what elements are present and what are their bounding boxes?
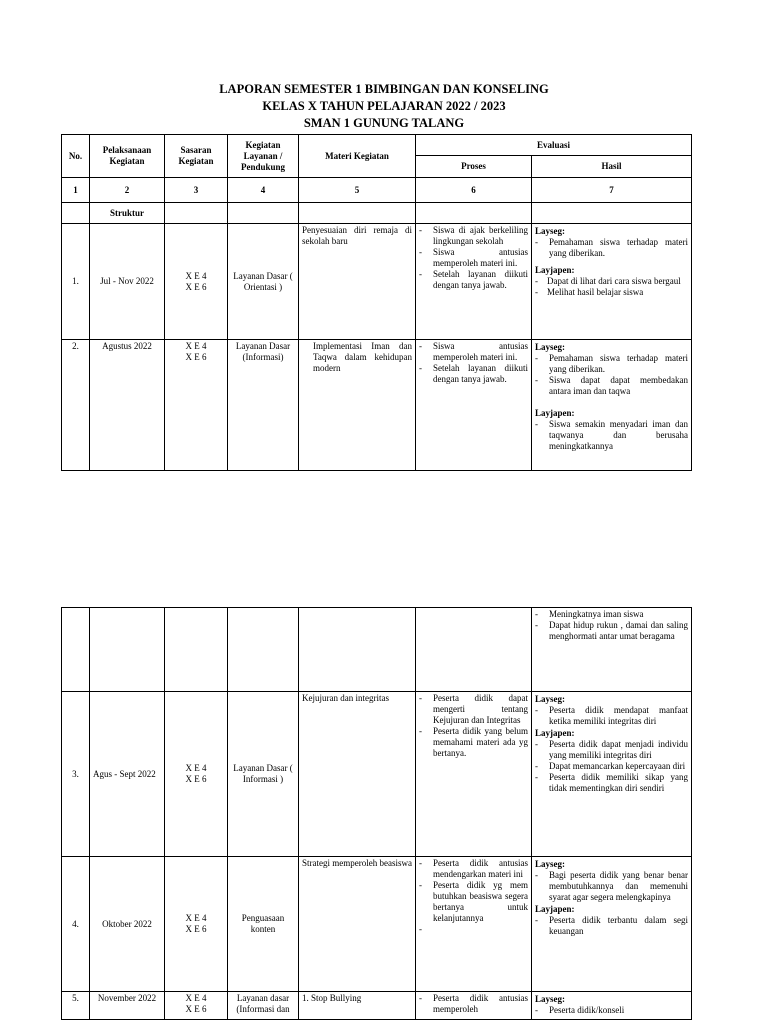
target-class: X E 4 xyxy=(185,341,207,351)
row-material: Implementasi Iman dan Taqwa dalam kehidupan modern xyxy=(299,340,416,471)
section-label: Struktur xyxy=(90,203,165,224)
layseg-label: Layseg: xyxy=(535,694,565,704)
report-title-line-2: KELAS X TAHUN PELAJARAN 2022 / 2023 xyxy=(262,99,506,113)
row-date: November 2022 xyxy=(90,992,165,1020)
process-item: - Siswa antusias memperoleh materi ini. xyxy=(419,341,528,363)
process-item: - Siswa antusias memperoleh materi ini. xyxy=(419,247,528,269)
header-hasil: Hasil xyxy=(532,156,692,178)
row-process xyxy=(416,692,532,857)
row-process xyxy=(416,224,532,340)
result-item: - Pemahaman siswa terhadap materi yang diberikan. xyxy=(535,237,688,259)
row-service: Layanan Dasar (Informasi) xyxy=(228,340,299,471)
process-item: - Peserta didik antusias mendengarkan materi ini xyxy=(419,858,528,880)
row-process xyxy=(416,340,532,471)
result-item: - Peserta didik/konseli xyxy=(535,1005,688,1016)
result-item: - Dapat di lihat dari cara siswa bergaul xyxy=(535,276,688,287)
result-item: - Pemahaman siswa terhadap materi yang diberikan. xyxy=(535,353,688,375)
row-date: Agustus 2022 xyxy=(90,340,165,471)
layjapen-label: Layjapen: xyxy=(535,728,575,738)
process-item: - Siswa di ajak berkeliling lingkungan sekolah xyxy=(419,225,528,247)
table-row xyxy=(62,992,692,1020)
row-service: Layanan dasar (Informasi dan xyxy=(228,992,299,1020)
layseg-label: Layseg: xyxy=(535,994,565,1004)
header-proses: Proses xyxy=(416,156,532,178)
target-class: X E 6 xyxy=(185,352,207,362)
process-item: - Peserta didik antusias memperoleh xyxy=(419,993,528,1015)
row-target xyxy=(165,692,228,857)
report-table-page-1 xyxy=(61,134,692,471)
section-row xyxy=(62,203,692,224)
table-row xyxy=(62,340,692,471)
result-item: - Melihat hasil belajar siswa xyxy=(535,287,688,298)
target-class: X E 6 xyxy=(185,774,207,784)
result-item: - Siswa dapat dapat membedakan antara iman dan taqwa xyxy=(535,375,688,397)
header-materi: Materi Kegiatan xyxy=(299,135,416,178)
row-service: Penguasaan konten xyxy=(228,857,299,992)
row-number: 2. xyxy=(62,340,90,471)
process-item: - Peserta didik yg mem butuhkan beasiswa segera bertanya untuk kelanjutannya xyxy=(419,880,528,924)
layseg-label: Layseg: xyxy=(535,342,565,352)
row-date: Jul - Nov 2022 xyxy=(90,224,165,340)
target-class: X E 6 xyxy=(185,924,207,934)
layjapen-label: Layjapen: xyxy=(535,265,575,275)
row-date: Agus - Sept 2022 xyxy=(90,692,165,857)
layseg-label: Layseg: xyxy=(535,859,565,869)
layjapen-label: Layjapen: xyxy=(535,408,575,418)
target-class: X E 4 xyxy=(185,993,207,1003)
row-material: 1. Stop Bullying xyxy=(299,992,416,1020)
header-kegiatan: Kegiatan Layanan / Pendukung xyxy=(228,135,299,178)
report-title-line-3: SMAN 1 GUNUNG TALANG xyxy=(303,116,465,130)
row-material: Strategi memperoleh beasiswa xyxy=(299,857,416,992)
report-table-page-2 xyxy=(61,607,692,1020)
result-item: - Siswa semakin menyadari iman dan taqwanya dan berusaha meningkatkannya xyxy=(535,419,688,452)
result-item: - Meningkatnya iman siswa xyxy=(535,609,688,620)
process-item: - Setelah layanan diikuti dengan tanya jawab. xyxy=(419,363,528,385)
table-row-continued xyxy=(62,608,692,692)
row-process xyxy=(416,857,532,992)
row-result xyxy=(532,857,692,992)
process-item: - Peserta didik yang belum memahami materi ada yg bertanya. xyxy=(419,726,528,759)
col-number: 5 xyxy=(299,178,416,203)
row-result xyxy=(532,224,692,340)
row-result xyxy=(532,608,692,692)
row-result xyxy=(532,992,692,1020)
layseg-label: Layseg: xyxy=(535,226,565,236)
row-service: Layanan Dasar ( Informasi ) xyxy=(228,692,299,857)
row-material: Kejujuran dan integritas xyxy=(299,692,416,857)
row-target xyxy=(165,340,228,471)
row-process xyxy=(416,992,532,1020)
target-class: X E 4 xyxy=(185,763,207,773)
result-item: - Peserta didik mendapat manfaat ketika memiliki integritas diri xyxy=(535,705,688,727)
col-number: 2 xyxy=(90,178,165,203)
row-result xyxy=(532,340,692,471)
target-class: X E 6 xyxy=(185,281,207,292)
col-number: 3 xyxy=(165,178,228,203)
target-class: X E 6 xyxy=(185,1004,207,1014)
table-row xyxy=(62,224,692,340)
col-number: 4 xyxy=(228,178,299,203)
layjapen-label: Layjapen: xyxy=(535,904,575,914)
row-target xyxy=(165,992,228,1020)
col-number: 7 xyxy=(532,178,692,203)
process-item: - Setelah layanan diikuti dengan tanya jawab. xyxy=(419,269,528,291)
row-number: 4. xyxy=(62,857,90,992)
row-target xyxy=(165,224,228,340)
process-item: - Peserta didik dapat mengerti tentang Kejujuran dan Integritas xyxy=(419,693,528,726)
col-number: 1 xyxy=(62,178,90,203)
result-item: - Bagi peserta didik yang benar benar membutuhkannya dan memenuhi syarat agar segera melengkapinya xyxy=(535,870,688,903)
row-result xyxy=(532,692,692,857)
row-material: Penyesuaian diri remaja di sekolah baru xyxy=(299,224,416,340)
row-service: Layanan Dasar ( Orientasi ) xyxy=(228,224,299,340)
result-item: - Dapat hidup rukun , damai dan saling menghormati antar umat beragama xyxy=(535,620,688,642)
header-no: No. xyxy=(62,135,90,178)
target-class: X E 4 xyxy=(185,270,207,281)
report-title-line-1: LAPORAN SEMESTER 1 BIMBINGAN DAN KONSELING xyxy=(219,82,549,96)
header-evaluasi: Evaluasi xyxy=(416,135,692,156)
table-row xyxy=(62,857,692,992)
header-pelaksanaan: Pelaksanaan Kegiatan xyxy=(90,135,165,178)
result-item: - Peserta didik terbantu dalam segi keuangan xyxy=(535,915,688,937)
col-number: 6 xyxy=(416,178,532,203)
row-target xyxy=(165,857,228,992)
result-item: - Peserta didik dapat menjadi individu yang memiliki integritas diri xyxy=(535,739,688,761)
target-class: X E 4 xyxy=(185,913,207,923)
result-item: - Peserta didik memiliki sikap yang tidak mementingkan diri sendiri xyxy=(535,772,688,794)
result-item: - Dapat memancarkan kepercayaan diri xyxy=(535,761,688,772)
row-date: Oktober 2022 xyxy=(90,857,165,992)
row-number: 5. xyxy=(62,992,90,1020)
row-number: 1. xyxy=(62,224,90,340)
row-number: 3. xyxy=(62,692,90,857)
header-sasaran: Sasaran Kegiatan xyxy=(165,135,228,178)
table-row xyxy=(62,692,692,857)
